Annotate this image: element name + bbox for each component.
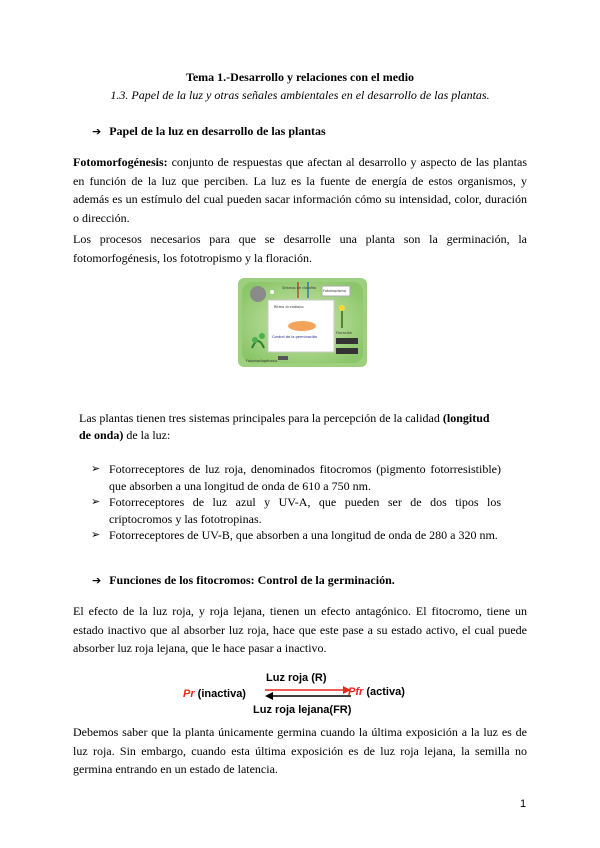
arrow-right-icon: ➔ — [92, 574, 102, 587]
diagram-label-b: Fototropismo — [323, 289, 346, 293]
list-item-text: Fotorreceptores de UV-B, que absorben a una longitud de onda de 280 a 320 nm. — [109, 528, 498, 542]
pr-symbol: Pr — [183, 688, 195, 700]
paragraph-processes: Los procesos necesarios para que se desarrolle una planta son la germinación, la fotomorfogénesis, los fototropismo y la floración. — [73, 232, 527, 265]
equation-pfr — [348, 686, 405, 698]
diagram-label-a: Síntesis de clorofila — [282, 286, 317, 290]
plant-light-diagram — [238, 278, 367, 367]
arrow-right-icon: ➔ — [92, 125, 102, 138]
equation-top-label: Luz roja (R) — [266, 672, 327, 684]
bullet-arrow-icon: ➢ — [91, 462, 101, 475]
document-subtitle: 1.3. Papel de la luz y otras señales ambientales en el desarrollo de las plantas. — [110, 88, 490, 102]
list-item — [91, 461, 501, 494]
intro-bold: (longitud de onda) — [79, 411, 490, 442]
document-title: Tema 1.-Desarrollo y relaciones con el medio — [185, 70, 415, 84]
definition-term: Fotomorfogénesis: — [73, 155, 168, 169]
section-heading-light — [92, 124, 326, 139]
paragraph-antagonic: El efecto de la luz roja, y roja lejana, tienen un efecto antagónico. El fitocromo, tiene un estado inactivo que al absorber luz roja, hace que este pase a su estado activo, el cual puede absorber luz roja lejana, que le hace pasar a inactivo. — [73, 604, 527, 655]
heading-text: Funciones de los fitocromos: Control de la germinación. — [109, 573, 395, 587]
page-number: 1 — [520, 798, 527, 810]
list-item-text: Fotorreceptores de luz roja, denominados fitocromos (pigmento fotorresistible) que absorben a una longitud de onda de 610 a 750 nm. — [109, 462, 501, 493]
bullet-arrow-icon: ➢ — [91, 495, 101, 508]
diagram-image — [238, 278, 367, 367]
list-item-text: Fotorreceptores de luz azul y UV-A, que pueden ser de dos tipos los criptocromos y las fototropinas. — [109, 495, 501, 526]
pfr-symbol: Pfr — [348, 686, 364, 698]
equation-bottom-label: Luz roja lejana(FR) — [253, 704, 352, 716]
pr-state: (inactiva) — [194, 688, 246, 700]
definition-text: conjunto de respuestas que afectan al desarrollo y aspecto de las plantas en función de la luz que perciben. La luz es la fuente de energía de estos organismos, y además es un estímulo del cual pueden sacar información cómo su intensidad, color, duración o dirección. — [73, 155, 527, 225]
list-item — [91, 527, 501, 544]
diagram-label-c: Control de la germinación — [272, 335, 318, 339]
phytochrome-equation — [178, 672, 428, 720]
equilibrium-arrows-icon — [263, 684, 353, 702]
intro-text: Las plantas tienen tres sistemas principales para la percepción de la calidad — [79, 411, 443, 425]
intro-end: de la luz: — [123, 428, 171, 442]
list-item — [91, 494, 501, 527]
paragraph-fotomorfogenesis — [73, 153, 527, 227]
bullet-arrow-icon: ➢ — [91, 528, 101, 541]
pfr-state: (activa) — [363, 686, 405, 698]
diagram-label-d: Floración — [336, 331, 352, 335]
diagram-label-e: Fotomorfogénesis — [246, 359, 278, 363]
paragraph-germination: Debemos saber que la planta únicamente germina cuando la última exposición a la luz es de luz roja. Sin embargo, cuando esta última exposición es de luz roja lejana, la semilla no germina entrando en un estado de latencia. — [73, 725, 527, 776]
photoreceptor-list — [91, 461, 501, 544]
heading-text: Papel de la luz en desarrollo de las plantas — [109, 124, 326, 138]
paragraph-perception — [79, 410, 499, 444]
section-heading-fitocromos — [92, 573, 395, 588]
equation-pr — [183, 688, 246, 700]
diagram-label-f: Ritmo circadiano — [274, 305, 304, 309]
